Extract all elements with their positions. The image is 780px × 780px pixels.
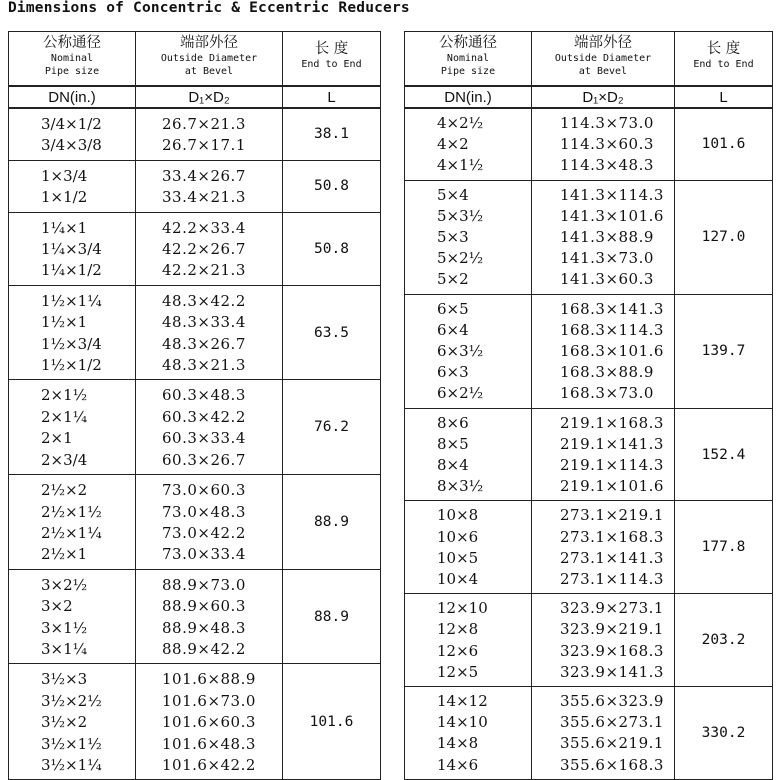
dn-value: 8×3½ (437, 477, 484, 496)
dn-value: 1×3/4 (41, 166, 88, 185)
reducer-group-row (405, 687, 773, 780)
od-value: 323.9×219.1 (560, 620, 664, 639)
od-value: 168.3×73.0 (560, 384, 654, 403)
dn-value: 2×1 (41, 429, 73, 448)
dn-value: 4×2 (437, 135, 469, 154)
dn-cell (405, 408, 532, 501)
od-value: 141.3×88.9 (560, 228, 654, 247)
length-value: 38.1 (283, 108, 381, 160)
od-value: 101.6×88.9 (162, 670, 256, 689)
dn-symbol: DN(in.) (405, 86, 532, 108)
dn-value: 10×8 (437, 506, 479, 525)
od-cell (136, 475, 283, 570)
dn-value: 8×4 (437, 456, 469, 475)
od-cell (136, 285, 283, 380)
od-value: 114.3×48.3 (560, 156, 654, 175)
dn-value: 1¼×1/2 (41, 261, 102, 280)
dn-value: 3×1¼ (41, 639, 88, 658)
od-value: 33.4×21.3 (162, 188, 246, 207)
dn-cell (405, 180, 532, 294)
length-header (675, 32, 773, 87)
dn-value: 3×2 (41, 597, 73, 616)
od-cell (532, 180, 675, 294)
od-header-cn: 端部外径 (180, 35, 238, 51)
od-value: 48.3×33.4 (162, 313, 246, 332)
length-value: 330.2 (675, 687, 773, 780)
od-value: 33.4×26.7 (162, 166, 246, 185)
od-value: 141.3×114.3 (560, 185, 664, 204)
dn-cell (405, 687, 532, 780)
od-symbol: D₁×D₂ (136, 86, 283, 108)
dn-value: 3½×2 (41, 713, 88, 732)
dn-header-en2: Pipe size (440, 66, 496, 77)
dn-header-cn: 公称通径 (43, 35, 101, 51)
dn-value: 1½×1/2 (41, 356, 102, 375)
od-value: 273.1×114.3 (560, 570, 664, 589)
page-title: Dimensions of Concentric & Eccentric Reducers (8, 0, 410, 16)
dn-value: 6×4 (437, 320, 469, 339)
length-value: 139.7 (675, 294, 773, 408)
dn-value: 12×5 (437, 662, 479, 681)
od-value: 73.0×33.4 (162, 545, 246, 564)
length-symbol: L (675, 86, 773, 108)
od-cell (136, 160, 283, 212)
od-cell (532, 501, 675, 594)
od-cell (532, 687, 675, 780)
length-value: 50.8 (283, 212, 381, 285)
od-value: 219.1×101.6 (560, 477, 664, 496)
dn-value: 2×1½ (41, 386, 88, 405)
dn-cell (9, 664, 136, 780)
od-value: 168.3×101.6 (560, 342, 664, 361)
od-cell (136, 569, 283, 664)
od-cell (532, 108, 675, 180)
reducer-group-row (405, 294, 773, 408)
reducer-group-row (405, 594, 773, 687)
od-value: 219.1×114.3 (560, 456, 664, 475)
dn-value: 2×1¼ (41, 407, 88, 426)
od-value: 48.3×42.2 (162, 291, 246, 310)
dn-cell (9, 160, 136, 212)
dn-value: 14×6 (437, 755, 479, 774)
dn-value: 8×6 (437, 413, 469, 432)
dn-value: 3½×3 (41, 670, 88, 689)
dn-cell (405, 594, 532, 687)
length-value: 76.2 (283, 380, 381, 475)
dn-value: 5×3½ (437, 206, 484, 225)
reducer-group-row (9, 285, 381, 380)
dn-cell (9, 569, 136, 664)
header-row (405, 32, 773, 87)
od-value: 48.3×26.7 (162, 334, 246, 353)
od-header-en1: Outside Diameter (554, 53, 652, 64)
reducer-group-row (9, 160, 381, 212)
length-header-cn: 长 度 (706, 41, 741, 57)
od-cell (532, 408, 675, 501)
dn-value: 6×2½ (437, 384, 484, 403)
dn-value: 5×2 (437, 270, 469, 289)
dn-value: 5×2½ (437, 249, 484, 268)
dn-value: 10×6 (437, 527, 479, 546)
reducer-group-row (9, 108, 381, 160)
dn-value: 3½×1½ (41, 734, 102, 753)
dn-cell (405, 501, 532, 594)
reducer-group-row (9, 664, 381, 780)
od-cell (136, 108, 283, 160)
dn-value: 1½×3/4 (41, 334, 102, 353)
dn-value: 3×1½ (41, 618, 88, 637)
length-value: 101.6 (675, 108, 773, 180)
dn-value: 1×1/2 (41, 188, 88, 207)
dn-cell (9, 475, 136, 570)
dn-header-en1: Nominal (446, 53, 490, 64)
od-cell (136, 212, 283, 285)
od-value: 273.1×168.3 (560, 527, 664, 546)
od-value: 101.6×48.3 (162, 734, 256, 753)
dn-value: 1½×1¼ (41, 291, 102, 310)
dn-value: 2×3/4 (41, 450, 88, 469)
od-value: 219.1×168.3 (560, 413, 664, 432)
length-header-en: End to End (693, 59, 754, 70)
length-header (283, 32, 381, 87)
dn-value: 14×8 (437, 734, 479, 753)
dn-header (405, 32, 532, 87)
dn-cell (405, 108, 532, 180)
dn-header-cn: 公称通径 (439, 35, 497, 51)
od-value: 73.0×48.3 (162, 502, 246, 521)
od-value: 42.2×33.4 (162, 218, 246, 237)
od-value: 101.6×60.3 (162, 713, 256, 732)
left-table-body (9, 108, 381, 780)
dn-symbol: DN(in.) (9, 86, 136, 108)
od-value: 355.6×323.9 (560, 692, 664, 711)
dn-value: 6×3½ (437, 342, 484, 361)
dn-value: 2½×1¼ (41, 523, 102, 542)
od-value: 88.9×42.2 (162, 639, 246, 658)
od-value: 355.6×219.1 (560, 734, 664, 753)
dn-cell (9, 212, 136, 285)
od-value: 88.9×73.0 (162, 575, 246, 594)
od-value: 88.9×60.3 (162, 597, 246, 616)
od-symbol: D₁×D₂ (532, 86, 675, 108)
od-value: 101.6×42.2 (162, 755, 256, 774)
dn-cell (9, 380, 136, 475)
dn-value: 14×10 (437, 713, 488, 732)
od-value: 219.1×141.3 (560, 434, 664, 453)
dn-value: 2½×2 (41, 481, 88, 500)
od-value: 141.3×73.0 (560, 249, 654, 268)
od-value: 60.3×42.2 (162, 407, 246, 426)
od-value: 168.3×88.9 (560, 363, 654, 382)
od-value: 73.0×42.2 (162, 523, 246, 542)
dn-value: 3×2½ (41, 575, 88, 594)
od-header-cn: 端部外径 (574, 35, 632, 51)
od-value: 60.3×33.4 (162, 429, 246, 448)
od-value: 60.3×48.3 (162, 386, 246, 405)
dn-value: 6×3 (437, 363, 469, 382)
od-value: 26.7×17.1 (162, 136, 246, 155)
length-header-en: End to End (301, 59, 362, 70)
dn-value: 14×12 (437, 692, 488, 711)
od-cell (136, 380, 283, 475)
symbol-row (405, 86, 773, 108)
symbol-row (9, 86, 381, 108)
reducer-group-row (9, 475, 381, 570)
dn-value: 12×10 (437, 599, 488, 618)
od-value: 60.3×26.7 (162, 450, 246, 469)
right-table-body (405, 108, 773, 779)
dn-value: 10×4 (437, 570, 479, 589)
od-cell (532, 594, 675, 687)
od-value: 141.3×101.6 (560, 206, 664, 225)
dn-value: 3½×1¼ (41, 755, 102, 774)
od-value: 168.3×141.3 (560, 299, 664, 318)
od-value: 355.6×168.3 (560, 755, 664, 774)
od-header (532, 32, 675, 87)
od-value: 323.9×168.3 (560, 641, 664, 660)
length-value: 203.2 (675, 594, 773, 687)
od-value: 323.9×273.1 (560, 599, 664, 618)
od-value: 42.2×21.3 (162, 261, 246, 280)
dn-header-en1: Nominal (50, 53, 94, 64)
dn-value: 1¼×1 (41, 218, 88, 237)
reducer-group-row (405, 180, 773, 294)
od-cell (532, 294, 675, 408)
dn-cell (9, 285, 136, 380)
dn-value: 3/4×3/8 (41, 136, 102, 155)
od-value: 168.3×114.3 (560, 320, 664, 339)
length-value: 177.8 (675, 501, 773, 594)
od-value: 42.2×26.7 (162, 240, 246, 259)
od-value: 273.1×141.3 (560, 548, 664, 567)
dn-value: 6×5 (437, 299, 469, 318)
dn-value: 3½×2½ (41, 691, 102, 710)
od-header-en1: Outside Diameter (160, 53, 258, 64)
od-value: 26.7×21.3 (162, 115, 246, 133)
dn-value: 8×5 (437, 434, 469, 453)
od-value: 141.3×60.3 (560, 270, 654, 289)
od-value: 48.3×21.3 (162, 356, 246, 375)
reducer-group-row (405, 501, 773, 594)
dn-header-en2: Pipe size (44, 66, 100, 77)
dn-value: 4×2½ (437, 114, 484, 132)
length-value: 88.9 (283, 475, 381, 570)
od-value: 114.3×60.3 (560, 135, 654, 154)
dn-value: 1¼×3/4 (41, 240, 102, 259)
od-header-en2: at Bevel (184, 66, 234, 77)
od-value: 101.6×73.0 (162, 691, 256, 710)
length-value: 63.5 (283, 285, 381, 380)
length-symbol: L (283, 86, 381, 108)
od-cell (136, 664, 283, 780)
reducer-group-row (9, 569, 381, 664)
dn-value: 2½×1½ (41, 502, 102, 521)
reducer-group-row (405, 408, 773, 501)
length-value: 101.6 (283, 664, 381, 780)
od-value: 323.9×141.3 (560, 662, 664, 681)
dn-value: 5×4 (437, 185, 469, 204)
od-value: 114.3×73.0 (560, 114, 654, 132)
header-row (9, 32, 381, 87)
dn-value: 12×6 (437, 641, 479, 660)
dn-header (9, 32, 136, 87)
length-value: 152.4 (675, 408, 773, 501)
reducer-table-right (404, 31, 773, 780)
dn-value: 4×1½ (437, 156, 484, 175)
od-value: 88.9×48.3 (162, 618, 246, 637)
od-header-en2: at Bevel (578, 66, 628, 77)
dn-value: 12×8 (437, 620, 479, 639)
od-value: 273.1×219.1 (560, 506, 664, 525)
dn-value: 10×5 (437, 548, 479, 567)
dn-value: 2½×1 (41, 545, 88, 564)
dn-cell (405, 294, 532, 408)
dn-value: 3/4×1/2 (41, 115, 102, 133)
length-header-cn: 长 度 (314, 41, 349, 57)
length-value: 127.0 (675, 180, 773, 294)
length-value: 88.9 (283, 569, 381, 664)
od-value: 355.6×273.1 (560, 713, 664, 732)
reducer-group-row (405, 108, 773, 180)
dn-value: 5×3 (437, 228, 469, 247)
length-value: 50.8 (283, 160, 381, 212)
dn-value: 1½×1 (41, 313, 88, 332)
dn-cell (9, 108, 136, 160)
od-header (136, 32, 283, 87)
reducer-group-row (9, 212, 381, 285)
reducer-group-row (9, 380, 381, 475)
reducer-table-left (8, 31, 381, 780)
od-value: 73.0×60.3 (162, 481, 246, 500)
